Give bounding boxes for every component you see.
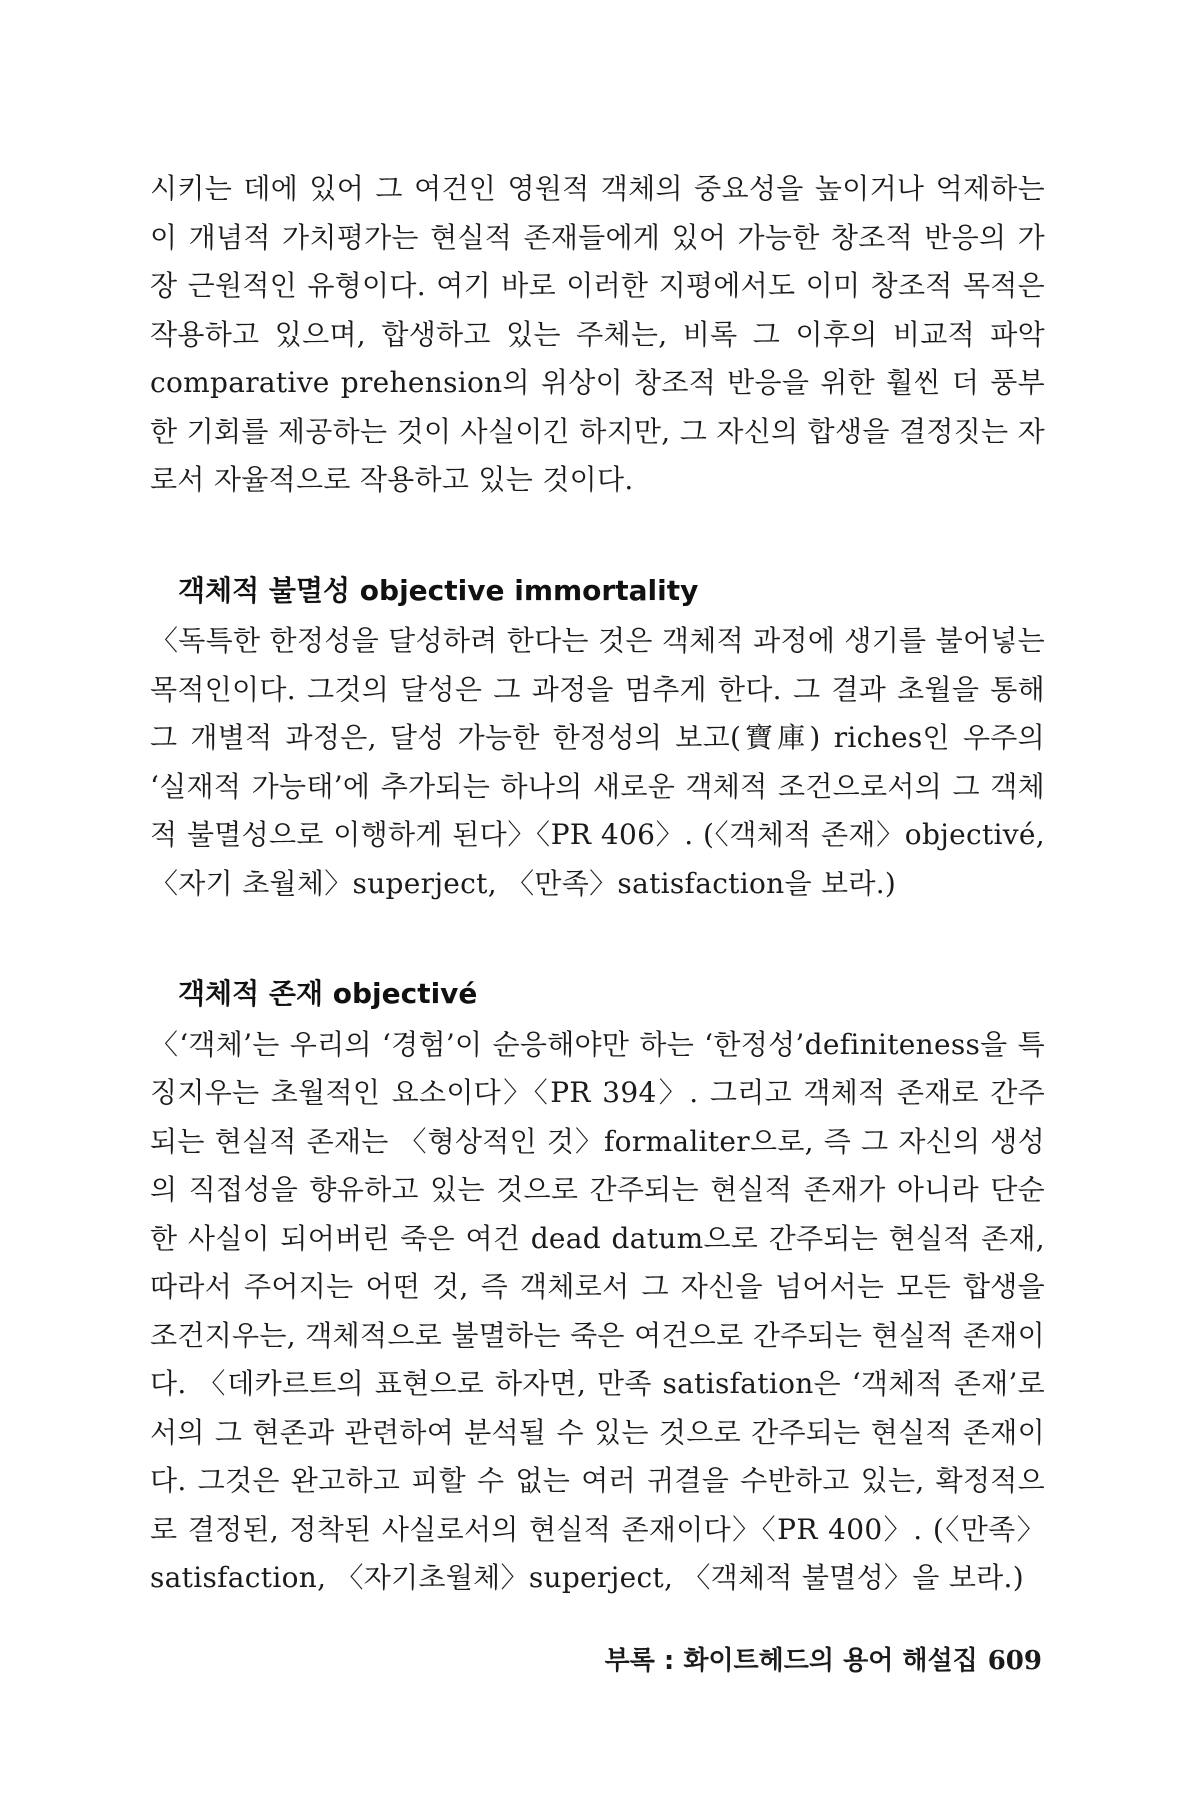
glossary-entry-objective bbox=[150, 970, 1045, 1603]
page-number: 609 bbox=[987, 1646, 1042, 1676]
running-title: 부록 : 화이트헤드의 용어 해설집 bbox=[604, 1646, 978, 1676]
entry-title: 객체적 존재 objectivé bbox=[178, 977, 478, 1010]
entry-body: 〈독특한 한정성을 달성하려 한다는 것은 객체적 과정에 생기를 불어넣는 목적인이다. 그것의 달성은 그 과정을 멈추게 한다. 그 결과 초월을 통해 그 개별적 과정은, 달성 가능한 한정성의 보고(寶庫) riches인 우주의 ‘실재적 가능태’에 추가되는 하나의 새로운 객체적 조건으로서의 그 객체적 불멸성으로 이행하게 된다〉〈PR 406〉. (〈객체적 존재〉objectivé, 〈자기 초월체〉superject, 〈만족〉satisfaction을 보라.) bbox=[150, 624, 1045, 900]
entry-title: 객체적 불멸성 objective immortality bbox=[178, 573, 699, 607]
intro-paragraph: 시키는 데에 있어 그 여건인 영원적 객체의 중요성을 높이거나 억제하는 이 개념적 가치평가는 현실적 존재들에게 있어 가능한 창조적 반응의 가장 근원적인 유형이다. 여기 바로 이러한 지평에서도 이미 창조적 목적은 작용하고 있으며, 합생하고 있는 주체는, 비록 그 이후의 비교적 파악 comparative prehension의 위상이 창조적 반응을 위한 훨씬 더 풍부한 기회를 제공하는 것이 사실이긴 하지만, 그 자신의 합생을 결정짓는 자로서 자율적으로 작용하고 있는 것이다. bbox=[150, 172, 1045, 496]
glossary-entry-objective-immortality bbox=[150, 567, 1045, 909]
page-body bbox=[150, 165, 1045, 1603]
page-footer bbox=[605, 1640, 1042, 1677]
entry-body: 〈‘객체’는 우리의 ‘경험’이 순응해야만 하는 ‘한정성’definiteness을 특징지우는 초월적인 요소이다〉〈PR 394〉. 그리고 객체적 존재로 간주되는 현실적 존재는 〈형상적인 것〉formaliter으로, 즉 그 자신의 생성의 직접성을 향유하고 있는 것으로 간주되는 현실적 존재가 아니라 단순한 사실이 되어버린 죽은 여건 dead datum으로 간주되는 현실적 존재, 따라서 주어지는 어떤 것, 즉 객체로서 그 자신을 넘어서는 모든 합생을 조건지우는, 객체적으로 불멸하는 죽은 여건으로 간주되는 현실적 존재이다. 〈데카르트의 표현으로 하자면, 만족 satisfation은 ‘객체적 존재’로서의 그 현존과 관련하여 분석될 수 있는 것으로 간주되는 현실적 존재이다. 그것은 완고하고 피할 수 없는 여러 귀결을 수반하고 있는, 확정적으로 결정된, 정착된 사실로서의 현실적 존재이다〉〈PR 400〉. (〈만족〉satisfaction, 〈자기초월체〉superject, 〈객체적 불멸성〉을 보라.) bbox=[150, 1027, 1045, 1594]
